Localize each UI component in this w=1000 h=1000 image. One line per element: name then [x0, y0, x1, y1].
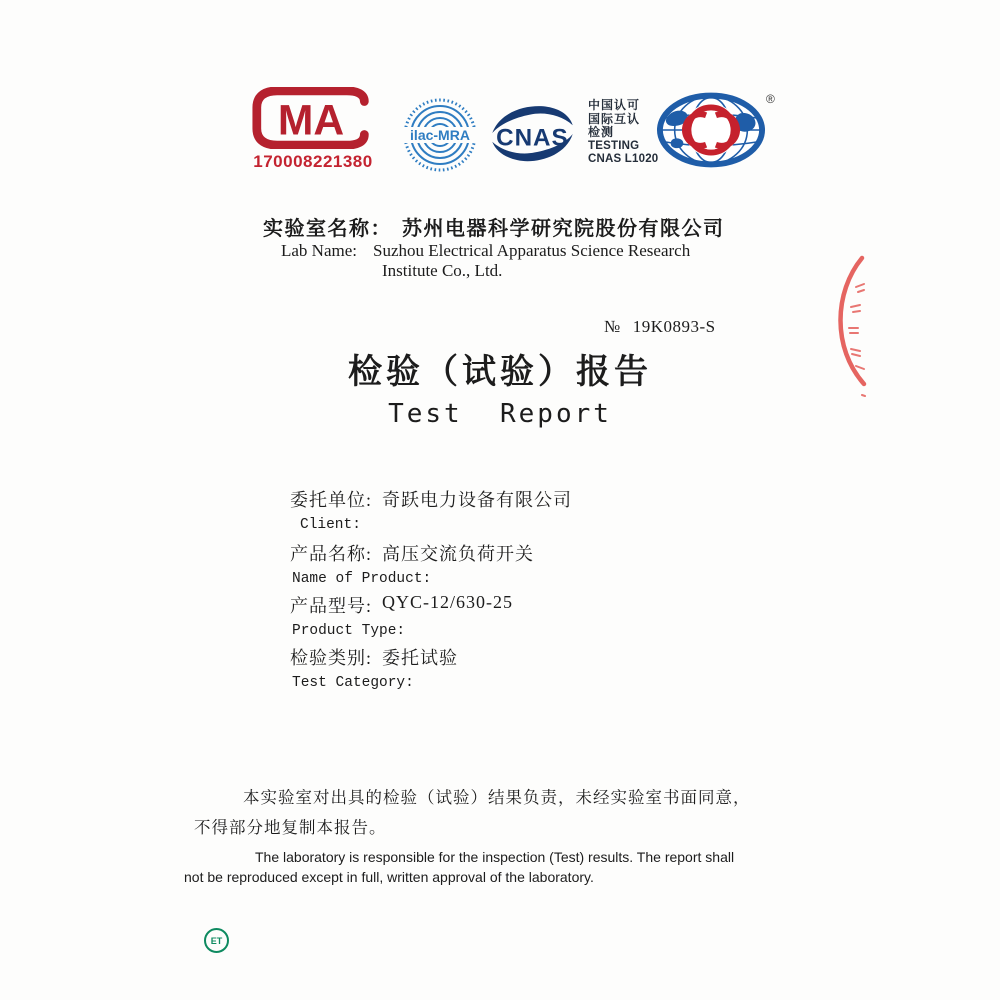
lab-name-cn: 苏州电器科学研究院股份有限公司 — [402, 218, 725, 240]
field-label-cn: 产品名称: — [290, 544, 373, 564]
field-value: 高压交流负荷开关 — [382, 544, 535, 564]
ilac-mra-logo — [402, 97, 478, 178]
client-field — [290, 486, 572, 533]
lab-label-cn: 实验室名称： — [263, 218, 392, 240]
report-title-en: Test Report — [388, 399, 612, 429]
product-type-field — [290, 592, 513, 639]
report-number-label: № — [604, 317, 621, 336]
field-label-en: Test Category: — [292, 675, 414, 691]
lab-label-en: Lab Name: — [281, 241, 357, 260]
accreditation-line-1: 中国认可 — [588, 98, 641, 112]
field-label-cn: 检验类别: — [290, 648, 373, 668]
ilac-mra-icon — [402, 97, 478, 173]
cma-mark-icon — [251, 87, 375, 149]
lab-name-en — [373, 241, 690, 281]
field-value: 奇跃电力设备有限公司 — [382, 490, 573, 510]
lab-name-row-en — [281, 241, 690, 281]
cnas-label: CNAS — [496, 124, 569, 152]
test-category-field — [290, 644, 458, 691]
accreditation-line-5: CNAS L1020 — [588, 153, 659, 165]
field-label-en: Name of Product: — [292, 571, 432, 587]
cnas-icon — [486, 102, 578, 166]
et-mark-label: ET — [210, 935, 223, 946]
cma-letters: MA — [277, 96, 345, 145]
ilac-mra-label: ilac-MRA — [410, 127, 470, 143]
field-label-cn: 产品型号: — [290, 596, 373, 616]
partial-red-seal-icon — [822, 252, 868, 407]
report-number — [604, 317, 716, 337]
report-number-value: 19K0893-S — [632, 317, 716, 336]
lab-name-en-line2: Institute Co., Ltd. — [382, 261, 503, 280]
responsibility-statement-cn-line2: 不得部分地复制本报告。 — [194, 818, 387, 837]
cma-logo — [251, 87, 375, 172]
product-name-field — [290, 540, 534, 587]
et-mark — [204, 928, 229, 953]
field-value: 委托试验 — [382, 648, 459, 668]
accreditation-line-4: TESTING — [588, 139, 640, 152]
field-value: QYC-12/630-25 — [382, 592, 514, 612]
globe-certification-logo — [656, 91, 766, 174]
report-title-cn: 检验（试验）报告 — [348, 353, 652, 391]
field-label-cn: 委托单位: — [290, 490, 373, 510]
field-label-en: Client: — [300, 517, 361, 533]
lab-name-en-line1: Suzhou Electrical Apparatus Science Research — [373, 241, 691, 260]
registered-trademark-symbol: ® — [766, 92, 775, 106]
responsibility-statement-en-line1: The laboratory is responsible for the inspection (Test) results. The report shall — [255, 849, 735, 865]
cma-certificate-number: 170008221380 — [253, 152, 373, 171]
accreditation-line-2: 国际互认 — [588, 111, 641, 126]
responsibility-statement-cn-line1: 本实验室对出具的检验（试验）结果负责，未经实验室书面同意， — [243, 788, 751, 807]
accreditation-line-3: 检测 — [588, 125, 615, 139]
lab-name-row-cn — [263, 212, 725, 241]
field-label-en: Product Type: — [292, 623, 406, 639]
globe-icon — [656, 91, 766, 169]
responsibility-statement-en-line2: not be reproduced except in full, written approval of the laboratory. — [184, 869, 594, 885]
cnas-logo — [486, 102, 578, 171]
